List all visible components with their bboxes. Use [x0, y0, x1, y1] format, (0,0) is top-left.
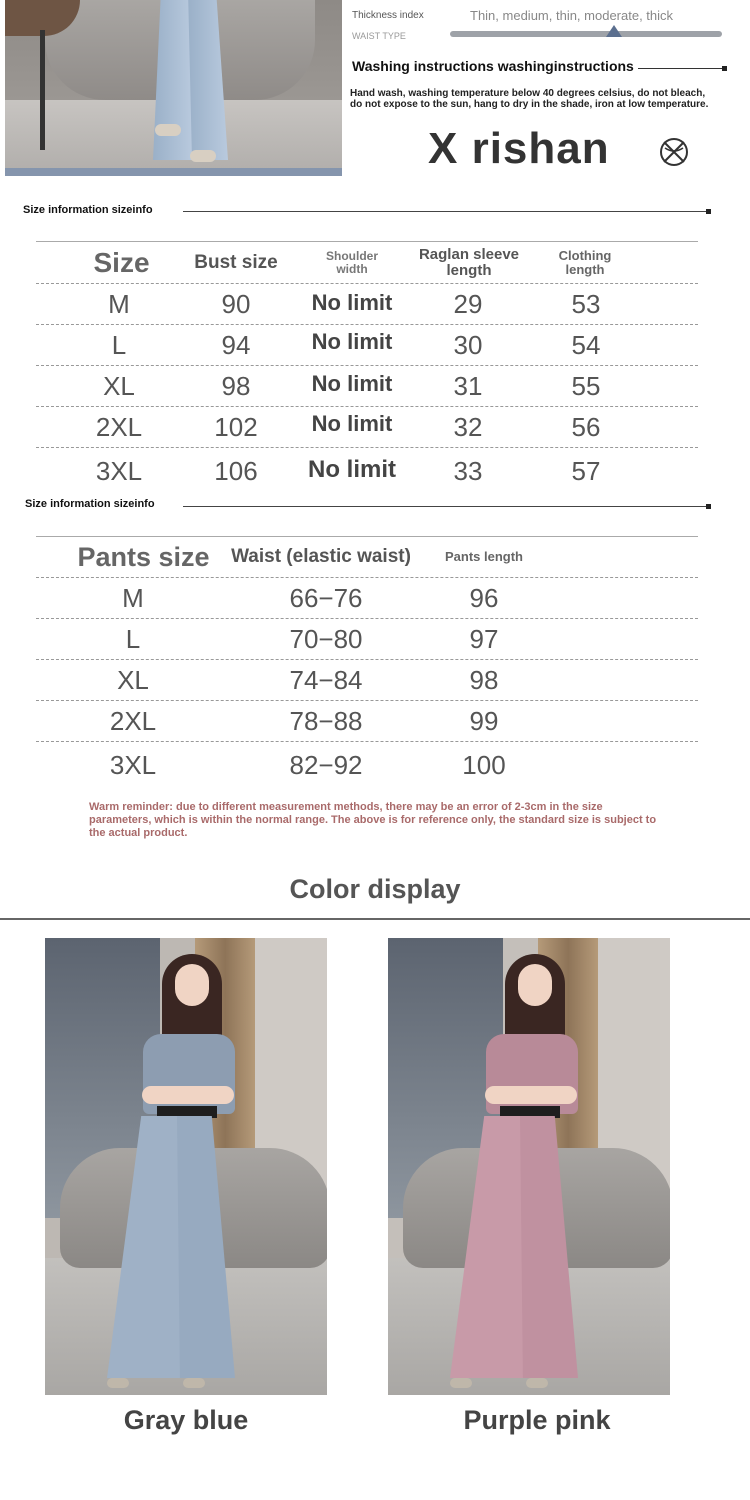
cell-raglan: 31: [453, 370, 483, 401]
table-row: [36, 578, 698, 619]
pants-size-info-divider: [183, 506, 710, 507]
product-photo-crop: [5, 0, 342, 176]
color-name-gray-blue: Gray blue: [123, 1405, 249, 1435]
table-row: [36, 366, 698, 407]
cell-size: XL: [103, 370, 135, 401]
header-clothing-length: Clothing length: [558, 247, 612, 277]
table-header-row: [36, 537, 698, 578]
cell-pants-size: 3XL: [109, 749, 157, 780]
washing-divider-end: [722, 66, 727, 71]
table-row: [36, 742, 698, 788]
cell-pants-length: 98: [469, 664, 499, 695]
pants-size-info-divider-end: [706, 504, 711, 509]
cell-length: 54: [571, 329, 601, 360]
header-shoulder-width: Shoulder width: [325, 248, 378, 276]
cell-size: 2XL: [95, 411, 143, 442]
cell-size: L: [111, 329, 127, 360]
cell-bust: 94: [221, 329, 251, 360]
header-raglan-sleeve-length: Raglan sleeve length: [418, 245, 520, 279]
table-row: [36, 448, 698, 494]
cell-bust: 90: [221, 288, 251, 319]
cell-shoulder: No limit: [311, 290, 393, 315]
warm-reminder: Warm reminder: due to different measurement methods, there may be an error of 2-3cm in the size parameters, which is within the normal range. The above is for reference only, the standard size is subject to the actual product.: [89, 801, 657, 839]
header-pants-length: Pants length: [444, 549, 523, 564]
thickness-marker-icon: [606, 25, 622, 37]
thickness-sub-label: WAIST TYPE: [352, 31, 406, 41]
pants-size-table: [36, 536, 698, 788]
cell-bust: 98: [221, 370, 251, 401]
color-display-divider: [0, 918, 750, 920]
cell-waist: 74−84: [289, 664, 363, 695]
thickness-scale-bar: [450, 31, 722, 37]
cell-pants-length: 97: [469, 623, 499, 654]
washing-title: Washing instructions washinginstructions: [352, 58, 638, 74]
cell-raglan: 30: [453, 329, 483, 360]
cell-pants-size: 2XL: [109, 705, 157, 736]
cell-raglan: 29: [453, 288, 483, 319]
cell-pants-size: XL: [117, 664, 149, 695]
color-display-title: Color display: [289, 874, 461, 904]
cell-waist: 78−88: [289, 705, 363, 736]
table-row: [36, 701, 698, 742]
cell-pants-size: L: [125, 623, 141, 654]
cell-shoulder: No limit: [311, 411, 393, 436]
cell-raglan: 32: [453, 411, 483, 442]
color-photo-gray-blue[interactable]: [45, 938, 327, 1395]
table-row: [36, 407, 698, 448]
cell-raglan: 33: [453, 455, 483, 486]
cell-length: 56: [571, 411, 601, 442]
cell-pants-length: 96: [469, 582, 499, 613]
cell-waist: 82−92: [289, 749, 363, 780]
table-row: [36, 619, 698, 660]
cell-pants-size: M: [122, 582, 144, 613]
header-waist: Waist (elastic waist): [231, 546, 411, 567]
header-bust-size: Bust size: [194, 251, 278, 273]
cell-length: 53: [571, 288, 601, 319]
top-size-table: [36, 241, 698, 494]
table-row: [36, 284, 698, 325]
cell-size: 3XL: [95, 455, 143, 486]
cell-pants-length: 99: [469, 705, 499, 736]
header-size: Size: [93, 246, 150, 278]
brand-name: X rishan: [428, 124, 610, 173]
cell-size: M: [108, 288, 130, 319]
size-info-divider-end: [706, 209, 711, 214]
thickness-values: Thin, medium, thin, moderate, thick: [470, 8, 674, 23]
table-header-row: [36, 242, 698, 284]
table-row: [36, 660, 698, 701]
header-pants-size: Pants size: [77, 541, 210, 572]
thickness-label: Thickness index: [352, 10, 424, 21]
color-name-purple-pink: Purple pink: [463, 1405, 611, 1435]
cell-waist: 70−80: [289, 623, 363, 654]
cell-shoulder: No limit: [311, 329, 393, 354]
size-info-divider: [183, 211, 710, 212]
table-row: [36, 325, 698, 366]
cell-bust: 102: [214, 411, 258, 442]
size-info-title: Size information sizeinfo: [23, 204, 153, 216]
cell-length: 57: [571, 455, 601, 486]
no-machine-wash-icon: [658, 136, 690, 168]
cell-waist: 66−76: [289, 582, 363, 613]
color-photo-purple-pink[interactable]: [388, 938, 670, 1395]
cell-shoulder: No limit: [308, 456, 396, 483]
cell-length: 55: [571, 370, 601, 401]
cell-bust: 106: [214, 455, 258, 486]
cell-shoulder: No limit: [311, 371, 393, 396]
pants-size-info-title: Size information sizeinfo: [25, 498, 155, 510]
cell-pants-length: 100: [462, 749, 506, 780]
washing-text: Hand wash, washing temperature below 40 degrees celsius, do not bleach, do not expose to the sun, hang to dry in the shade, iron at low temperature.: [350, 88, 709, 110]
